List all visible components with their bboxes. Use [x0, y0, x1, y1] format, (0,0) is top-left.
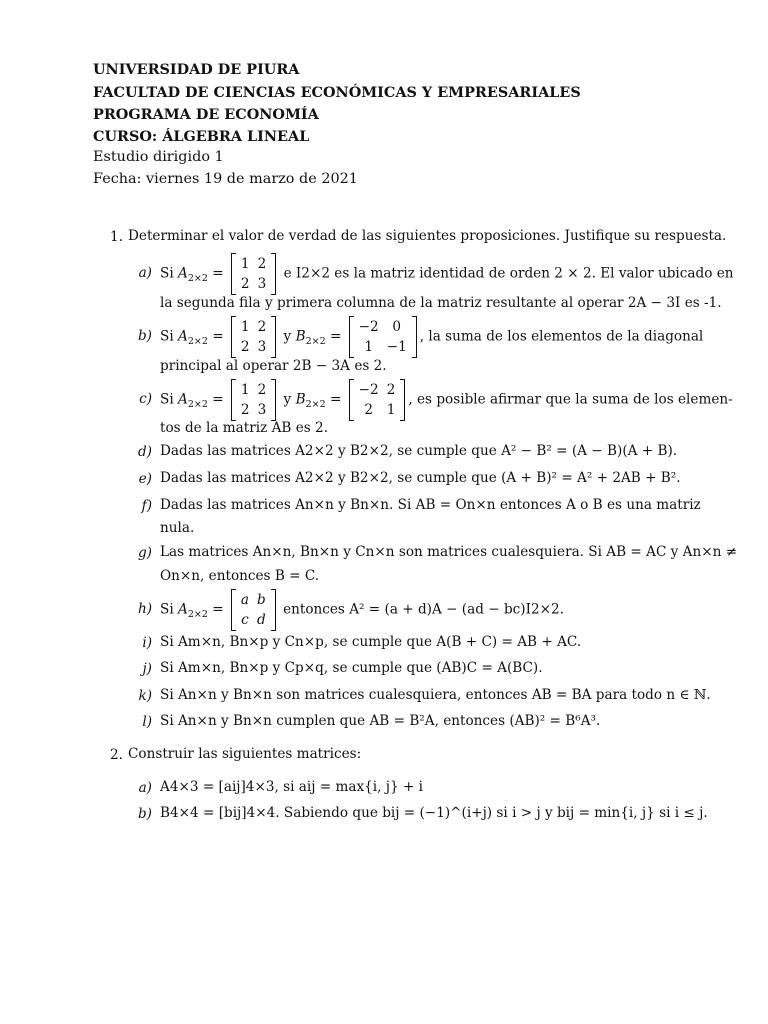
item-1a-label: a) [138, 265, 152, 281]
item-1b-line2: principal al operar 2B − 3A es 2. [160, 358, 387, 374]
university-name: UNIVERSIDAD DE PIURA [93, 61, 300, 78]
item-1f-line2: nula. [160, 520, 195, 536]
matrix-b: −2 2 2 1 [349, 379, 406, 421]
item-1l-text: Si An×n y Bn×n cumplen que AB = B²A, entonces (AB)² = B⁶A³. [160, 713, 601, 729]
faculty-name: FACULTAD DE CIENCIAS ECONÓMICAS Y EMPRESARIALES [93, 84, 581, 101]
matrix-a: 1 2 2 3 [231, 379, 276, 421]
question-2-number: 2. [110, 747, 123, 763]
program-name: PROGRAMA DE ECONOMÍA [93, 106, 319, 123]
item-1b-label: b) [137, 328, 152, 344]
date-line: Fecha: viernes 19 de marzo de 2021 [93, 171, 358, 187]
matrix-a: 1 2 2 3 [231, 253, 276, 295]
item-1d-label: d) [137, 444, 152, 460]
course-name: CURSO: ÁLGEBRA LINEAL [93, 128, 310, 145]
item-2a-label: a) [138, 780, 152, 796]
item-1f-line1: Dadas las matrices An×n y Bn×n. Si AB = On×n entonces A o B es una matriz [160, 497, 701, 513]
item-1j-text: Si Am×n, Bn×p y Cp×q, se cumple que (AB)C = A(BC). [160, 660, 543, 676]
item-1i-label: i) [142, 635, 152, 651]
item-1d-text: Dadas las matrices A2×2 y B2×2, se cumple que A² − B² = (A − B)(A + B). [160, 443, 678, 459]
item-1k-text: Si An×n y Bn×n son matrices cualesquiera, entonces AB = BA para todo n ∈ ℕ. [160, 687, 711, 703]
item-1j-label: j) [142, 661, 152, 677]
item-1b-line1: Si $A_{2\times 2}$ = 1 2 2 3 y $B_{2\times 2}$ = −2 0 1 −1 , la suma de los elementos de la diagonal [160, 316, 703, 358]
item-1a-text: e I2×2 es la matriz identidad de orden 2 × 2. El valor ubicado en [283, 265, 734, 282]
question-2-intro: Construir las siguientes matrices: [128, 746, 362, 762]
matrix-a: 1 2 2 3 [231, 316, 276, 358]
item-1c-text: , es posible afirmar que la suma de los elemen- [408, 391, 733, 408]
item-1h-label: h) [137, 601, 152, 617]
item-1c-label: c) [139, 391, 152, 407]
item-1f-label: f) [141, 498, 152, 514]
item-1h-text: entonces A² = (a + d)A − (ad − bc)I2×2. [283, 601, 564, 618]
item-1c-line2: tos de la matriz AB es 2. [160, 420, 329, 436]
item-1l-label: l) [142, 714, 152, 730]
item-1e-label: e) [138, 471, 152, 487]
item-1c-line1: Si $A_{2\times 2}$ = 1 2 2 3 y $B_{2\times 2}$ = −2 2 2 1 , es posible afirmar que la suma de los elemen- [160, 379, 733, 421]
study-title: Estudio dirigido 1 [93, 149, 224, 165]
item-1h-line1: Si $A_{2\times 2}$ = a b c d entonces A² = (a + d)A − (ad − bc)I2×2. [160, 589, 564, 631]
question-1-number: 1. [110, 229, 123, 245]
question-1-intro: Determinar el valor de verdad de las siguientes proposiciones. Justifique su respuesta. [128, 228, 727, 244]
item-1a-line1: Si $A_{2\times 2}$ = 1 2 2 3 e I2×2 es la matriz identidad de orden 2 × 2. El valor ubicado en [160, 253, 734, 295]
item-1g-line2: On×n, entonces B = C. [160, 568, 320, 584]
item-1g-line1: Las matrices An×n, Bn×n y Cn×n son matrices cualesquiera. Si AB = AC y An×n ≠ [160, 544, 738, 560]
item-2a-text: A4×3 = [aij]4×3, si aij = max{i, j} + i [160, 779, 424, 795]
item-1i-text: Si Am×n, Bn×p y Cn×p, se cumple que A(B + C) = AB + AC. [160, 634, 582, 650]
matrix-a: a b c d [231, 589, 276, 631]
item-1e-text: Dadas las matrices A2×2 y B2×2, se cumple que (A + B)² = A² + 2AB + B². [160, 470, 681, 486]
item-1a-line2: la segunda fila y primera columna de la matriz resultante al operar 2A − 3I es -1. [160, 295, 722, 311]
item-1g-label: g) [137, 545, 152, 561]
item-2b-label: b) [137, 806, 152, 822]
matrix-b: −2 0 1 −1 [349, 316, 417, 358]
item-1b-text: , la suma de los elementos de la diagonal [419, 328, 704, 345]
item-1k-label: k) [138, 688, 152, 704]
item-2b-text: B4×4 = [bij]4×4. Sabiendo que bij = (−1)^(i+j) si i > j y bij = min{i, j} si i ≤ j. [160, 805, 708, 821]
